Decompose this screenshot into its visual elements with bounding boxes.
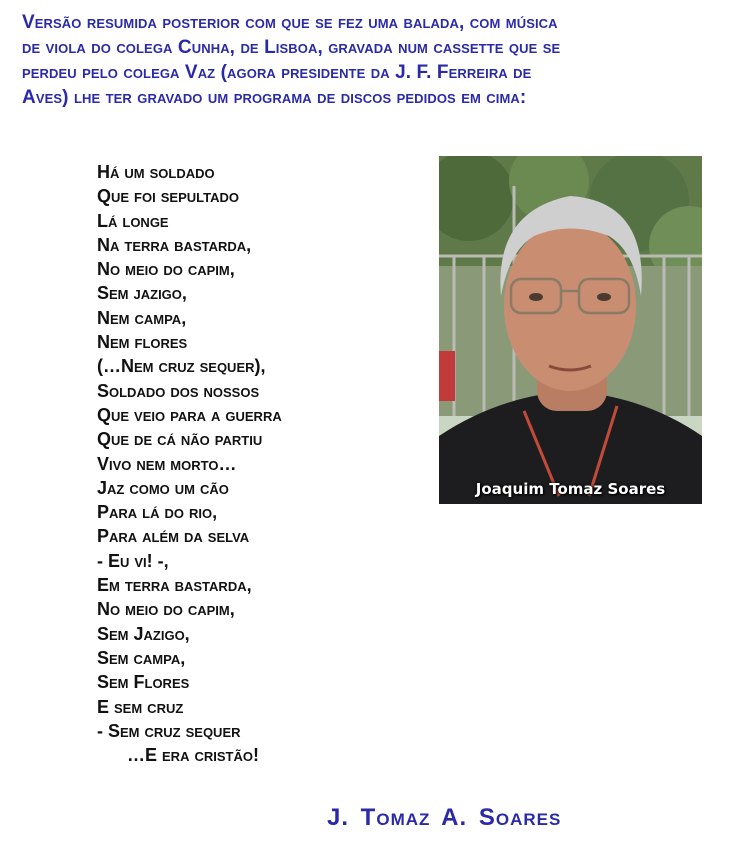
poem-line: No meio do capim, bbox=[97, 599, 235, 620]
poem-line: Que de cá não partiu bbox=[97, 429, 263, 450]
poem-line: Nem campa, bbox=[97, 307, 187, 328]
photo-caption: Joaquim Tomaz Soares bbox=[475, 480, 666, 498]
poem-line: Para lá do rio, bbox=[97, 502, 218, 523]
portrait-photo bbox=[439, 156, 702, 504]
poem-line: (…Nem cruz sequer), bbox=[97, 356, 266, 377]
poem-line: Sem jazigo, bbox=[97, 283, 187, 304]
intro-paragraph bbox=[22, 10, 734, 110]
poem-line: - Eu vi! -, bbox=[97, 550, 169, 571]
intro-line: Aves) lhe ter gravado um programa de discos pedidos em cima: bbox=[22, 87, 527, 108]
author-signature: J. Tomaz A. Soares bbox=[327, 804, 562, 831]
intro-line: Versão resumida posterior com que se fez uma balada, com música bbox=[22, 12, 558, 33]
poem-line: Nem flores bbox=[97, 332, 188, 353]
poem-line: Sem Flores bbox=[97, 672, 190, 693]
poem-line: Há um soldado bbox=[97, 162, 215, 182]
poem-line: …E era cristão! bbox=[127, 745, 259, 766]
poem-line: Jaz como um cão bbox=[97, 477, 229, 498]
poem-line: - Sem cruz sequer bbox=[97, 720, 241, 741]
poem-line: No meio do capim, bbox=[97, 259, 235, 280]
poem-line: Sem Jazigo, bbox=[97, 623, 190, 644]
poem-line: Em terra bastarda, bbox=[97, 575, 252, 596]
poem-line: Sem campa, bbox=[97, 647, 186, 668]
poem-line: Para além da selva bbox=[97, 526, 250, 547]
poem bbox=[97, 160, 282, 767]
poem-line: Que veio para a guerra bbox=[97, 404, 282, 425]
poem-line: Vivo nem morto… bbox=[97, 453, 237, 474]
poem-line: Lá longe bbox=[97, 210, 169, 231]
poem-line: Na terra bastarda, bbox=[97, 234, 252, 255]
intro-line: de viola do colega Cunha, de Lisboa, gravada num cassette que se bbox=[22, 37, 561, 58]
portrait-illustration bbox=[439, 156, 702, 504]
poem-line: Que foi sepultado bbox=[97, 186, 239, 207]
poem-line: E sem cruz bbox=[97, 696, 184, 717]
intro-line: perdeu pelo colega Vaz (agora presidente da J. F. Ferreira de bbox=[22, 62, 532, 83]
poem-line: Soldado dos nossos bbox=[97, 380, 260, 401]
